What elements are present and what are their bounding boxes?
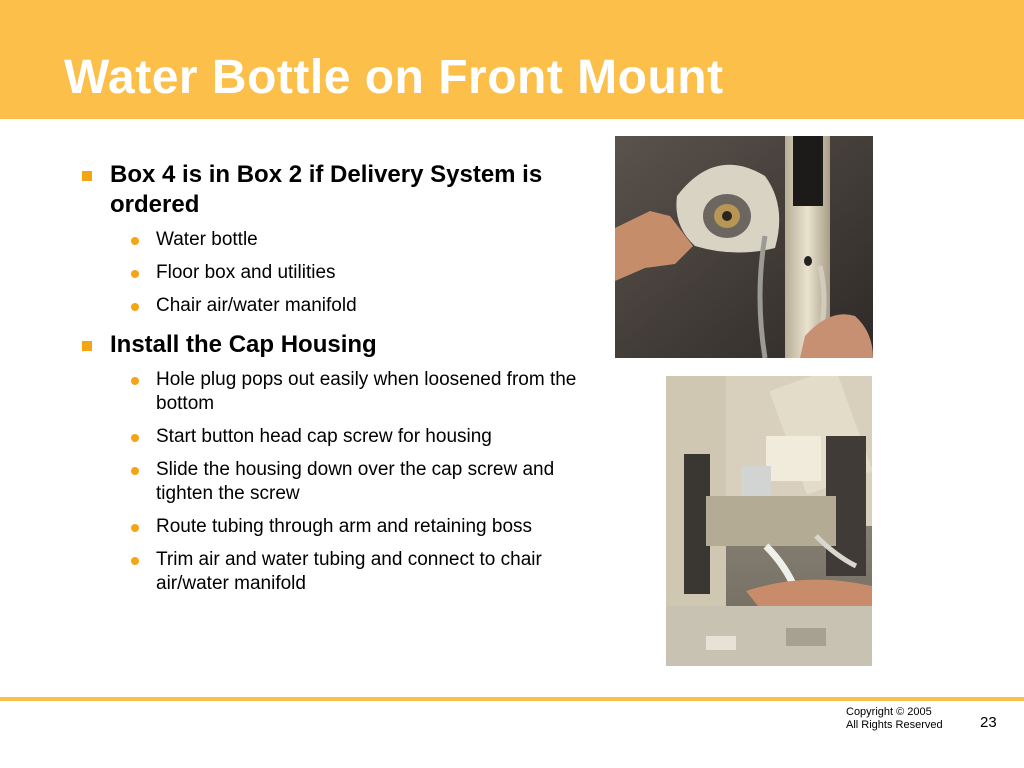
- copyright-line: Copyright © 2005: [846, 706, 932, 718]
- bullet-item: [76, 294, 596, 318]
- bullet-item: [76, 228, 596, 252]
- bullet-heading: [76, 330, 596, 360]
- arm-tubing-photo: [666, 376, 872, 666]
- arm-tubing-illustration: [666, 376, 872, 666]
- dot-bullet-icon: [131, 303, 139, 311]
- dot-bullet-icon: [131, 467, 139, 475]
- cap-housing-illustration: [615, 136, 873, 358]
- dot-bullet-icon: [131, 237, 139, 245]
- bullet-item-text: Water bottle: [156, 229, 258, 250]
- copyright-notice: [846, 706, 943, 732]
- bullet-item-text: Hole plug pops out easily when loosened from the bottom: [156, 369, 577, 414]
- bullet-item-text: Floor box and utilities: [156, 262, 336, 283]
- dot-bullet-icon: [131, 434, 139, 442]
- page-number: 23: [980, 714, 997, 731]
- bullet-item: [76, 368, 596, 416]
- slide-title: Water Bottle on Front Mount: [64, 51, 724, 104]
- bullet-group: [76, 160, 596, 318]
- bullet-item-text: Start button head cap screw for housing: [156, 426, 492, 447]
- bullet-item-text: Trim air and water tubing and connect to chair air/water manifold: [156, 549, 542, 594]
- rights-line: All Rights Reserved: [846, 719, 943, 731]
- bullet-content: [76, 160, 596, 608]
- footer-divider: [0, 697, 1024, 701]
- cap-housing-photo: [615, 136, 873, 358]
- bullet-item-text: Route tubing through arm and retaining boss: [156, 516, 533, 537]
- square-bullet-icon: [82, 341, 92, 351]
- bullet-item: [76, 458, 596, 506]
- bullet-heading-text: Install the Cap Housing: [110, 331, 377, 358]
- dot-bullet-icon: [131, 377, 139, 385]
- title-bar: [0, 0, 1024, 119]
- bullet-item: [76, 425, 596, 449]
- bullet-item-text: Slide the housing down over the cap screw and tighten the screw: [156, 459, 555, 504]
- bullet-item-text: Chair air/water manifold: [156, 295, 357, 316]
- bullet-item: [76, 261, 596, 285]
- dot-bullet-icon: [131, 557, 139, 565]
- dot-bullet-icon: [131, 524, 139, 532]
- bullet-group: [76, 330, 596, 596]
- dot-bullet-icon: [131, 270, 139, 278]
- bullet-item: [76, 515, 596, 539]
- bullet-heading-text: Box 4 is in Box 2 if Delivery System is ordered: [110, 161, 543, 218]
- square-bullet-icon: [82, 171, 92, 181]
- bullet-heading: [76, 160, 596, 220]
- bullet-item: [76, 548, 596, 596]
